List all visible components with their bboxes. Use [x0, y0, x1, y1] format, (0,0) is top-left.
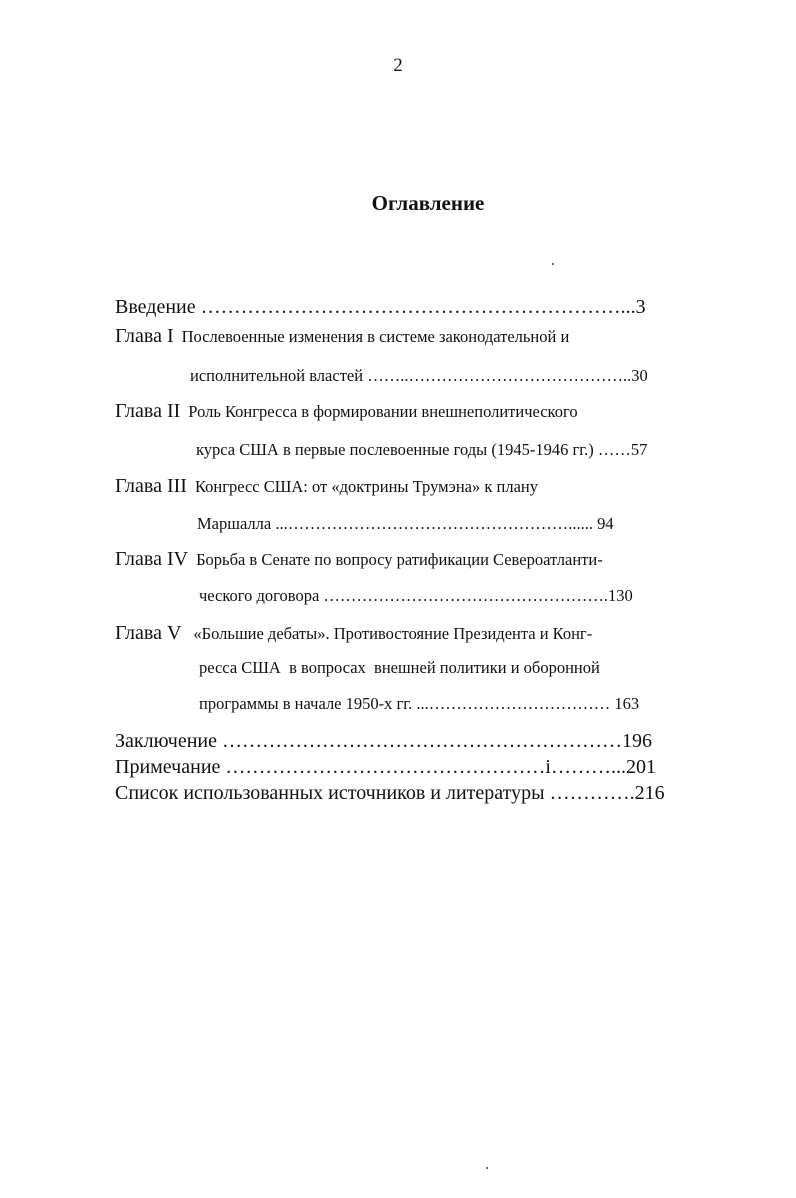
toc-page: .201 [620, 756, 656, 778]
scan-speck [486, 1167, 488, 1169]
toc-dots: ...…………………………… [416, 694, 611, 713]
toc-chapter-label: Глава V [115, 622, 182, 644]
toc-entry-chapter-3 [115, 475, 538, 498]
toc-entry-intro [115, 296, 646, 319]
toc-dots: …………………………………………………… [222, 730, 622, 752]
toc-label: Примечание [115, 756, 221, 778]
toc-chapter-label: Глава IV [115, 548, 189, 570]
toc-page: 130 [608, 586, 633, 605]
toc-page: ..3 [625, 296, 646, 318]
toc-entry-conclusion [115, 730, 652, 753]
toc-chapter-title: Послевоенные изменения в системе законодательной и [181, 327, 570, 346]
toc-dots: ……………………………………………. [323, 586, 609, 605]
toc-chapter-title-cont: курса США в первые послевоенные годы (1945-1946 гг.) ……57 [196, 440, 648, 459]
toc-label: Заключение [115, 730, 217, 752]
toc-chapter-label: Глава III [115, 475, 187, 497]
toc-dots: ………………………………………………………. [200, 296, 626, 318]
toc-dots: ...……………………………………………...... [275, 514, 593, 533]
toc-chapter-label: Глава I [115, 325, 174, 347]
toc-dots: ……..…………………………………. [367, 366, 628, 385]
toc-page: 216 [634, 782, 665, 804]
toc-entry-chapter-5 [115, 622, 592, 645]
scan-speck [552, 263, 554, 265]
toc-page: 57 [630, 440, 648, 459]
toc-chapter-title: Конгресс США: от «доктрины Трумэна» к плану [194, 477, 538, 496]
toc-chapter-title-cont: ресса США в вопросах внешней политики и оборонной [199, 658, 600, 677]
toc-chapter-title: Роль Конгресса в формировании внешнеполитического [188, 402, 578, 421]
page-number: 2 [393, 55, 403, 76]
toc-chapter-title-cont: программы в начале 1950-х гг. ...…………………………… 163 [199, 694, 640, 713]
toc-chapter-title-cont: Маршалла ...……………………………………………...... 94 [197, 514, 614, 533]
toc-chapter-title: Борьба в Сенате по вопросу ратификации Североатланти- [196, 550, 603, 569]
toc-entry-chapter-1 [115, 325, 569, 348]
toc-chapter-title-cont: исполнительной властей ……..…………………………………..30 [190, 366, 648, 385]
toc-entry-sources [115, 782, 665, 805]
toc-dots: …… [597, 440, 631, 459]
toc-dots: …………………………………………i……….. [225, 756, 621, 778]
toc-entry-notes [115, 756, 656, 779]
toc-page: .30 [627, 366, 648, 385]
toc-entry-chapter-4 [115, 548, 603, 571]
toc-entry-chapter-2 [115, 400, 578, 423]
toc-page: 196 [622, 730, 652, 752]
toc-page: 163 [614, 694, 640, 713]
toc-title: Оглавление [371, 191, 485, 215]
toc-dots: …………. [549, 782, 635, 804]
toc-chapter-label: Глава II [115, 400, 181, 422]
toc-page: 94 [597, 514, 614, 533]
toc-chapter-title-cont: ческого договора …………………………………………….130 [199, 586, 633, 605]
toc-chapter-title: «Большие дебаты». Противостояние Президента и Конг- [193, 624, 593, 643]
toc-label: Введение [115, 296, 196, 318]
toc-label: Список использованных источников и литературы [115, 782, 545, 804]
